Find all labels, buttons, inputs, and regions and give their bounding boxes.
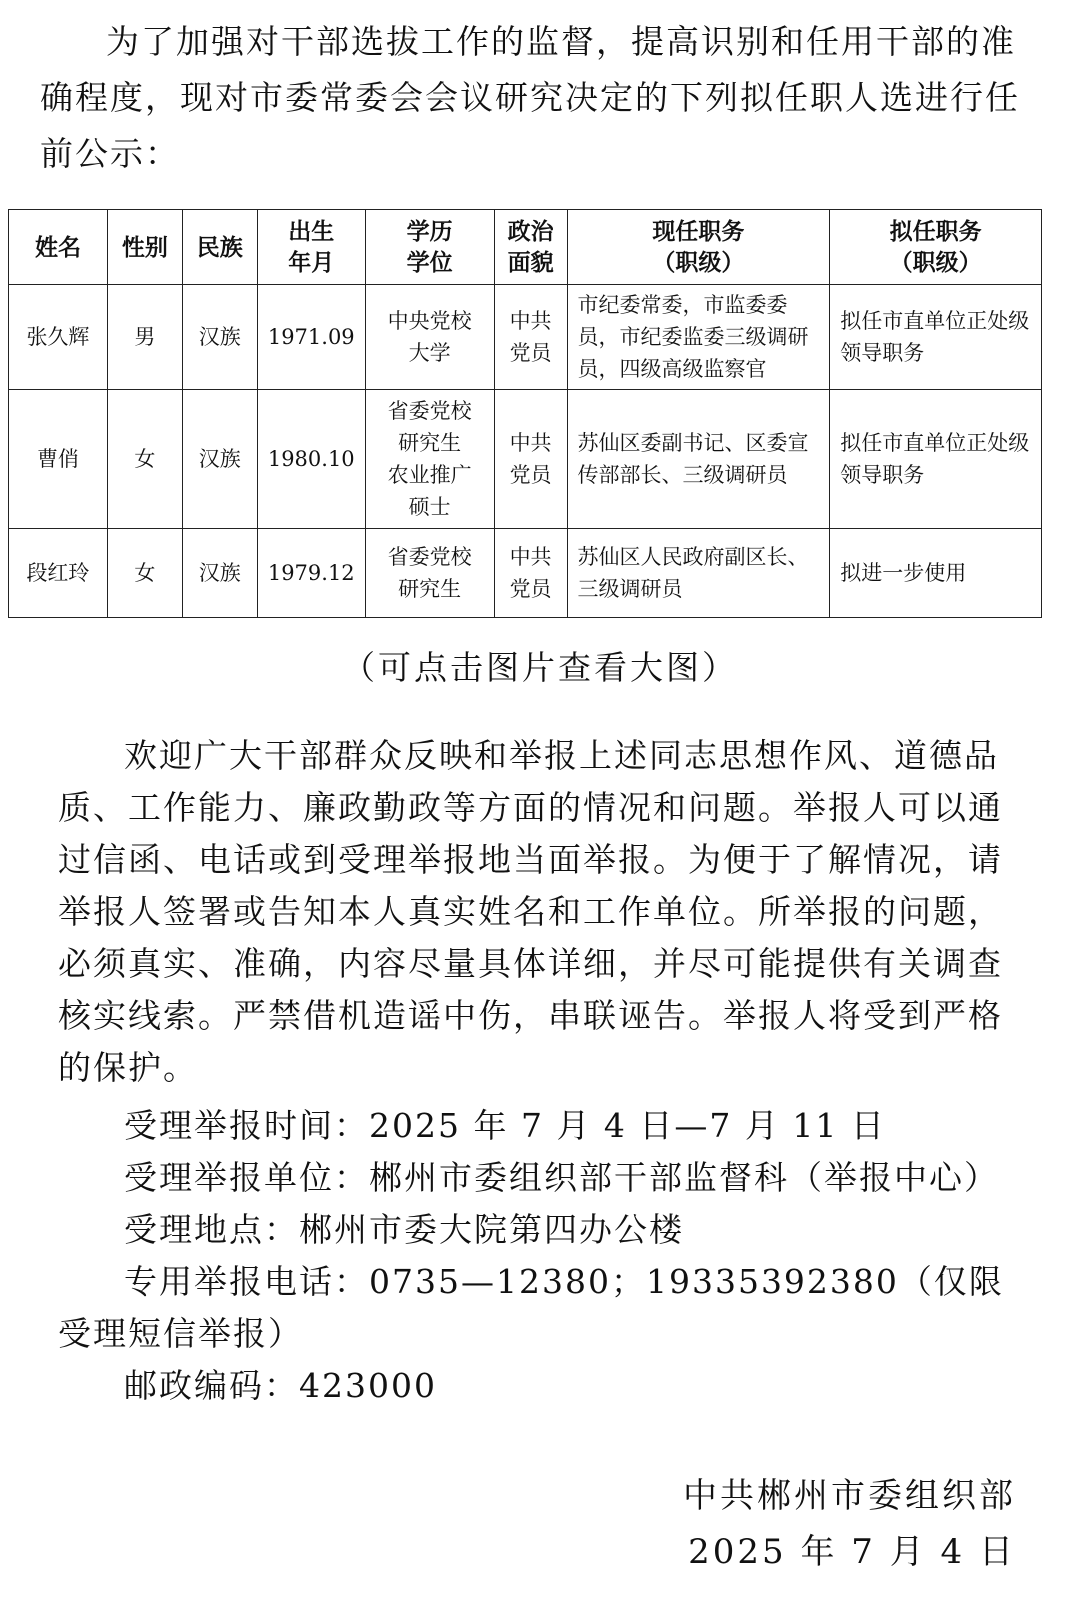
header-proposed-position xyxy=(830,210,1042,285)
header-current-line1: 现任职务 xyxy=(652,218,745,245)
cell-party xyxy=(494,390,567,529)
cell-ethnicity: 汉族 xyxy=(182,285,257,390)
cell-party xyxy=(494,285,567,390)
header-party-line2: 面貌 xyxy=(507,249,554,276)
cell-education-line3: 农业推广 xyxy=(387,463,472,487)
cell-current-position: 市纪委常委，市监委委员，市纪委监委三级调研员，四级高级监察官 xyxy=(567,285,830,390)
cell-party xyxy=(494,529,567,618)
cell-ethnicity: 汉族 xyxy=(182,529,257,618)
header-birth xyxy=(257,210,365,285)
report-unit-line: 受理举报单位：郴州市委组织部干部监督科（举报中心） xyxy=(124,1158,999,1197)
cell-gender: 女 xyxy=(107,529,182,618)
cell-name: 曹俏 xyxy=(9,390,108,529)
header-party xyxy=(494,210,567,285)
cell-proposed-position: 拟任市直单位正处级领导职务 xyxy=(830,285,1042,390)
cell-gender: 男 xyxy=(107,285,182,390)
report-phone-line: 专用举报电话：0735—12380；19335392380（仅限受理短信举报） xyxy=(58,1262,1004,1353)
cell-party-line1: 中共 xyxy=(509,309,552,333)
cell-name: 张久辉 xyxy=(9,285,108,390)
cell-current-position: 苏仙区人民政府副区长、三级调研员 xyxy=(567,529,830,618)
cell-party-line2: 党员 xyxy=(509,577,552,601)
image-caption: （可点击图片查看大图） xyxy=(342,648,738,687)
cell-party-line1: 中共 xyxy=(509,545,552,569)
header-birth-line2: 年月 xyxy=(288,249,335,276)
cell-birth: 1971.09 xyxy=(257,285,365,390)
cell-education-line1: 省委党校 xyxy=(387,545,472,569)
cell-education-line4: 硕士 xyxy=(408,495,451,519)
cell-name: 段红玲 xyxy=(9,529,108,618)
candidate-table xyxy=(8,209,1042,618)
header-birth-line1: 出生 xyxy=(288,218,335,245)
header-current-line2: （职级） xyxy=(652,249,745,276)
header-gender: 性别 xyxy=(107,210,182,285)
table-row xyxy=(9,390,1042,529)
signature-organization: 中共郴州市委组织部 xyxy=(683,1476,1016,1516)
table-row xyxy=(9,285,1042,390)
cell-education xyxy=(365,285,494,390)
cell-party-line2: 党员 xyxy=(509,341,552,365)
cell-education-line2: 研究生 xyxy=(398,577,462,601)
cell-proposed-position: 拟任市直单位正处级领导职务 xyxy=(830,390,1042,529)
cell-education-line2: 研究生 xyxy=(398,431,462,455)
cell-education xyxy=(365,390,494,529)
header-ethnicity: 民族 xyxy=(182,210,257,285)
cell-gender: 女 xyxy=(107,390,182,529)
header-proposed-line1: 拟任职务 xyxy=(889,218,982,245)
header-party-line1: 政治 xyxy=(507,218,554,245)
cell-education-line1: 中央党校 xyxy=(387,309,472,333)
cell-proposed-position: 拟进一步使用 xyxy=(830,529,1042,618)
cell-party-line1: 中共 xyxy=(509,431,552,455)
report-instructions-paragraph: 欢迎广大干部群众反映和举报上述同志思想作风、道德品质、工作能力、廉政勤政等方面的情况和问题。举报人可以通过信函、电话或到受理举报地当面举报。为便于了解情况，请举报人签署或告知本人真实姓名和工作单位。所举报的问题，必须真实、准确，内容尽量具体详细，并尽可能提供有关调查核实线索。严禁借机造谣中伤，串联诬告。举报人将受到严格的保护。 xyxy=(58,736,1003,1087)
cell-current-position: 苏仙区委副书记、区委宣传部部长、三级调研员 xyxy=(567,390,830,529)
cell-birth: 1979.12 xyxy=(257,529,365,618)
cell-education-line2: 大学 xyxy=(408,341,451,365)
report-time-line: 受理举报时间：2025 年 7 月 4 日—7 月 11 日 xyxy=(124,1106,886,1145)
header-education-line2: 学位 xyxy=(406,249,453,276)
cell-birth: 1980.10 xyxy=(257,390,365,529)
cell-education xyxy=(365,529,494,618)
cell-party-line2: 党员 xyxy=(509,463,552,487)
header-education-line1: 学历 xyxy=(406,218,453,245)
intro-paragraph: 为了加强对干部选拔工作的监督，提高识别和任用干部的准确程度，现对市委常委会会议研究决定的下列拟任职人选进行任前公示： xyxy=(40,22,1020,173)
cell-education-line1: 省委党校 xyxy=(387,399,472,423)
header-current-position xyxy=(567,210,830,285)
header-education xyxy=(365,210,494,285)
table-row xyxy=(9,529,1042,618)
postal-code-line: 邮政编码：423000 xyxy=(124,1366,437,1405)
header-name: 姓名 xyxy=(9,210,108,285)
cell-ethnicity: 汉族 xyxy=(182,390,257,529)
header-proposed-line2: （职级） xyxy=(889,249,982,276)
report-place-line: 受理地点：郴州市委大院第四办公楼 xyxy=(124,1210,684,1249)
table-header-row xyxy=(9,210,1042,285)
signature-date: 2025 年 7 月 4 日 xyxy=(688,1532,1016,1572)
